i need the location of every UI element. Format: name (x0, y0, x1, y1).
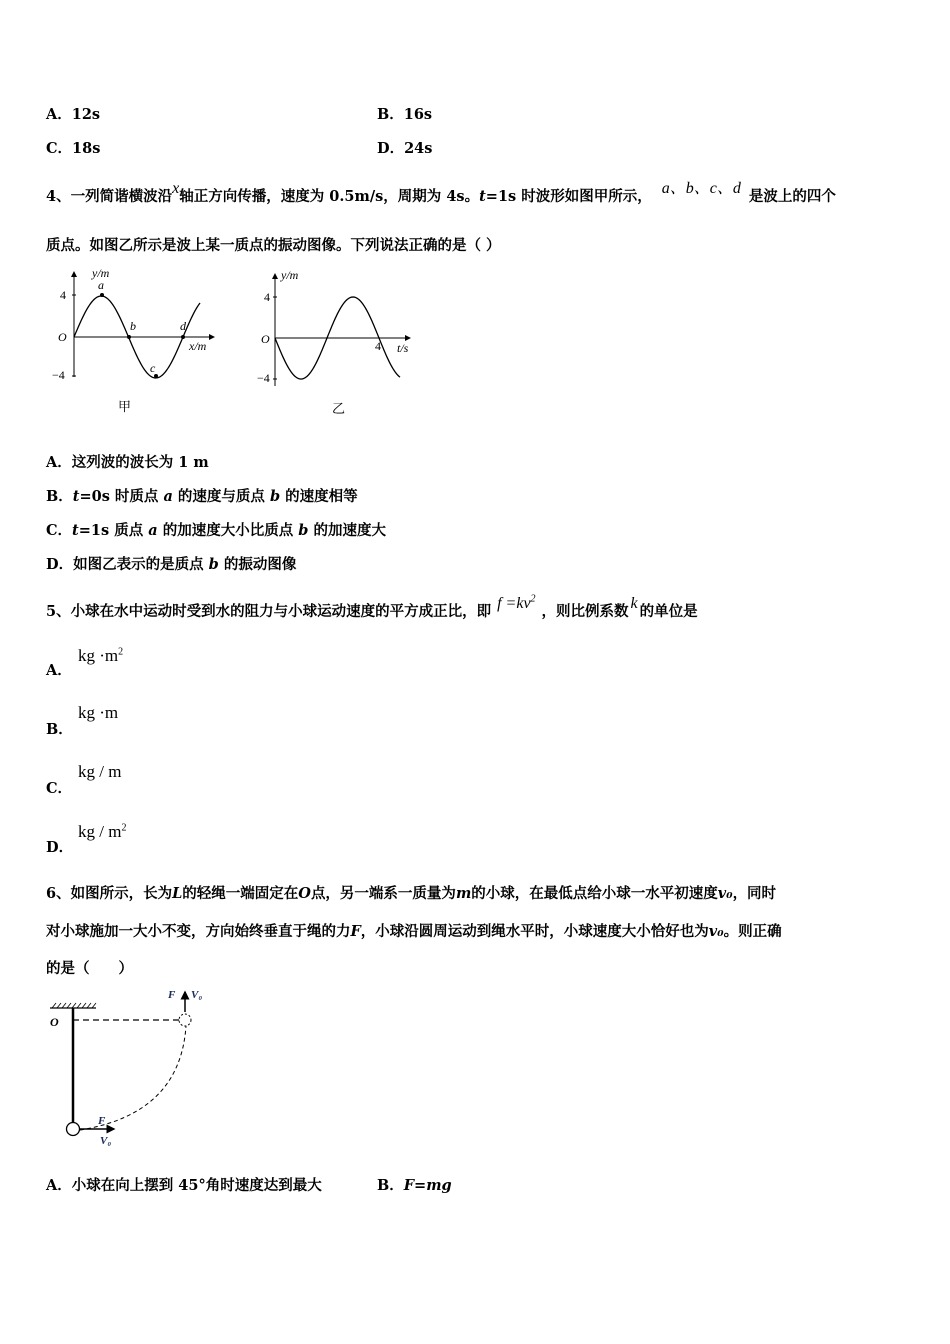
yi-tick-pos: 4 (264, 290, 270, 304)
q3-option-c: C．18s (46, 140, 101, 157)
jia-origin: O (58, 330, 67, 344)
label-a: a (98, 278, 104, 292)
q4-stem-line-2: 质点。如图乙所示是波上某一质点的振动图像。下列说法正确的是（ ） (46, 237, 501, 254)
yi-origin: O (261, 332, 270, 346)
point-a (100, 293, 104, 297)
q4-stem-line-1: 4、一列简谐横波沿x轴正方向传播，速度为 0.5m/s，周期为 4s。t=1s 时波形如图甲所示， a、b、c、d 是波上的四个 (46, 180, 836, 205)
point-b (127, 335, 131, 339)
jia-tick-pos: 4 (60, 288, 66, 302)
caption-yi: 乙 (332, 402, 346, 417)
ball-top (179, 1014, 191, 1026)
jia-x-label: x/m (189, 339, 207, 353)
q3-option-d: D．24s (377, 140, 433, 157)
q5-option-d-unit: kg / $m^2$ (78, 822, 127, 841)
label-o: O (50, 1015, 59, 1029)
q5-option-a-unit: kg $\cdot m^2$ (78, 646, 124, 665)
caption-jia: 甲 (118, 400, 132, 415)
figure-jia-wave (44, 262, 224, 382)
q5-option-b-label: B． (46, 721, 73, 738)
points-abcd: a、b、c、d (661, 180, 741, 197)
q5-option-c-unit: kg / m (78, 762, 122, 781)
circular-path (80, 1026, 186, 1130)
q6-stem-line-2: 对小球施加一大小不变，方向始终垂直于绳的力F，小球沿圆周运动到绳水平时，小球速度大小恰好也为v₀。则正确 (46, 923, 782, 940)
q6-option-a: A．小球在向上摆到 45°角时速度达到最大 (46, 1177, 322, 1194)
q5-stem: 5、小球在水中运动时受到水的阻力与小球运动速度的平方成正比，即 $f =kv^2$，则比例系数 k 的单位是 (46, 593, 698, 620)
q5-option-c-label: C． (46, 780, 73, 797)
q6-option-b: B．F=mg (377, 1177, 452, 1194)
q4-option-a: A．这列波的波长为 1 m (46, 454, 209, 471)
q3-option-a: A．12s (46, 106, 101, 123)
yi-y-label: y/m (281, 268, 299, 282)
label-v0-top: V₀ (191, 989, 203, 1001)
q4-option-c: C．t=1s 质点 a 的加速度大小比质点 b 的加速度大 (46, 522, 386, 539)
label-c: c (150, 361, 156, 375)
jia-y-label: y/m (92, 266, 110, 280)
label-f-bottom: F (98, 1115, 106, 1127)
q5-option-d-label: D． (46, 839, 74, 856)
q6-stem-line-3: 的是（ ） (46, 960, 133, 977)
q6-stem-line-1: 6、如图所示，长为L的轻绳一端固定在O点，另一端系一质量为m的小球，在最低点给小球一水平初速度v₀，同时 (46, 885, 777, 902)
q4-option-b: B．t=0s 时质点 a 的速度与质点 b 的速度相等 (46, 488, 358, 505)
yi-x-tick: 4 (375, 339, 381, 353)
ball-bottom (67, 1123, 80, 1136)
point-d (181, 335, 185, 339)
yi-tick-neg: −4 (257, 371, 270, 385)
figure-pendulum (40, 984, 220, 1149)
figure-yi-vibration (255, 264, 425, 389)
q5-option-b-unit: kg ·m (78, 703, 119, 722)
jia-tick-neg: −4 (52, 368, 65, 382)
var-x: x (172, 180, 180, 197)
q3-option-b: B．16s (377, 106, 433, 123)
label-v0-bottom: V₀ (100, 1135, 112, 1147)
label-b: b (130, 319, 136, 333)
formula-f-kv2: $f =kv^2$ (497, 593, 536, 612)
yi-x-label: t/s (397, 341, 409, 355)
label-f-top: F (168, 989, 176, 1001)
q4-option-d: D．如图乙表示的是质点 b 的振动图像 (46, 556, 297, 573)
q5-option-a-label: A． (46, 662, 72, 679)
ceiling-hatch (52, 1003, 96, 1008)
label-d: d (180, 319, 186, 333)
